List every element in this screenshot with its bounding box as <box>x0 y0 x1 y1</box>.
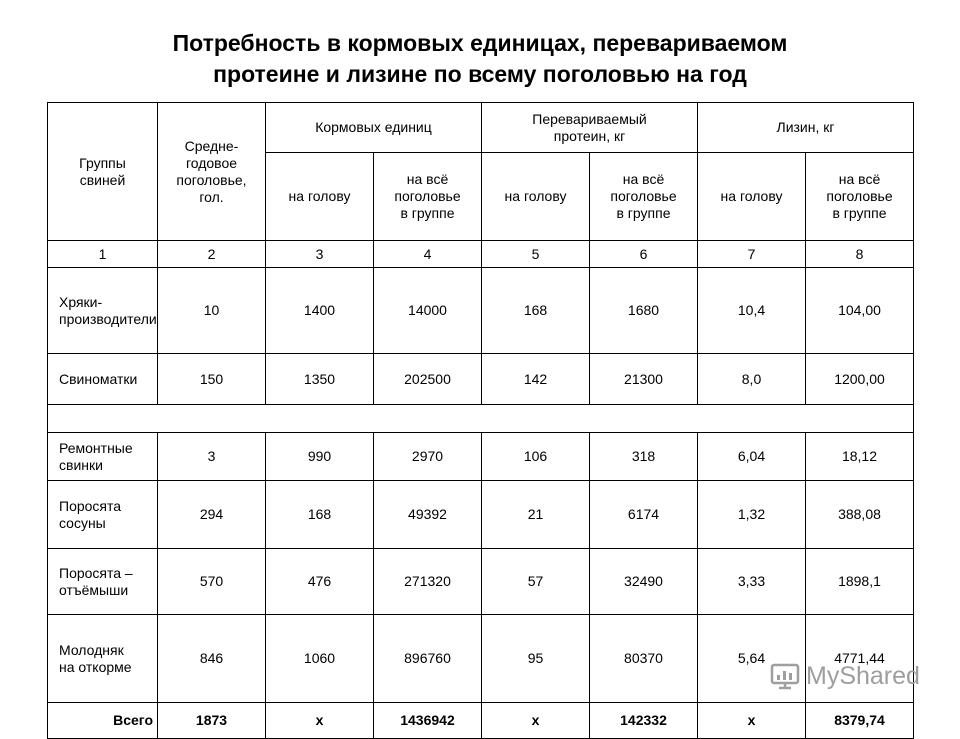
empty-row <box>48 405 914 433</box>
watermark-text: MyShared <box>806 661 920 690</box>
cell-lysine-per-head: 8,0 <box>698 354 806 405</box>
total-row <box>48 703 914 739</box>
header-lysine: Лизин, кг <box>698 103 914 153</box>
cell-lysine-per-head: 1,32 <box>698 481 806 549</box>
column-number: 2 <box>158 241 266 268</box>
title-line-2: протеине и лизине по всему поголовью на год <box>213 61 747 87</box>
title-line-1: Потребность в кормовых единицах, перевариваемом <box>172 30 788 56</box>
header-protein-per-group: на всё поголовье в группе <box>590 153 698 241</box>
empty-row-cell <box>48 405 914 433</box>
total-lysine: 8379,74 <box>806 703 914 739</box>
cell-feed-total: 271320 <box>374 549 482 615</box>
cell-lysine-total: 4771,44 <box>806 615 914 703</box>
cell-headcount: 570 <box>158 549 266 615</box>
column-number: 8 <box>806 241 914 268</box>
cell-protein-total: 32490 <box>590 549 698 615</box>
header-avg-headcount: Средне-годовое поголовье, гол. <box>158 103 266 241</box>
header-lysine-per-group: на всё поголовье в группе <box>806 153 914 241</box>
cell-protein-total: 1680 <box>590 268 698 354</box>
cell-lysine-total: 388,08 <box>806 481 914 549</box>
column-number: 6 <box>590 241 698 268</box>
cell-headcount: 294 <box>158 481 266 549</box>
cell-protein-total: 6174 <box>590 481 698 549</box>
cell-lysine-per-head: 3,33 <box>698 549 806 615</box>
table-row <box>48 354 914 405</box>
table-row <box>48 481 914 549</box>
total-lysine-per-head: х <box>698 703 806 739</box>
cell-feed-total: 2970 <box>374 433 482 481</box>
total-label: Всего <box>48 703 158 739</box>
row-group-name: Свиноматки <box>48 354 158 405</box>
cell-protein-total: 21300 <box>590 354 698 405</box>
cell-feed-total: 202500 <box>374 354 482 405</box>
cell-feed-per-head: 1060 <box>266 615 374 703</box>
cell-headcount: 846 <box>158 615 266 703</box>
header-feed-units: Кормовых единиц <box>266 103 482 153</box>
total-feed: 1436942 <box>374 703 482 739</box>
cell-headcount: 150 <box>158 354 266 405</box>
header-groups: Группы свиней <box>48 103 158 241</box>
row-group-name: Ремонтные свинки <box>48 433 158 481</box>
cell-headcount: 10 <box>158 268 266 354</box>
cell-feed-per-head: 1400 <box>266 268 374 354</box>
cell-protein-per-head: 168 <box>482 268 590 354</box>
column-number-row <box>48 241 914 268</box>
header-feed-per-group: на всё поголовье в группе <box>374 153 482 241</box>
cell-feed-total: 49392 <box>374 481 482 549</box>
cell-feed-total: 14000 <box>374 268 482 354</box>
column-number: 4 <box>374 241 482 268</box>
table-row <box>48 549 914 615</box>
row-group-name: Поросята сосуны <box>48 481 158 549</box>
presentation-screen-icon <box>770 661 800 691</box>
header-feed-per-head: на голову <box>266 153 374 241</box>
cell-protein-per-head: 106 <box>482 433 590 481</box>
cell-protein-per-head: 95 <box>482 615 590 703</box>
row-group-name: Поросята – отъёмыши <box>48 549 158 615</box>
cell-headcount: 3 <box>158 433 266 481</box>
header-protein-per-head: на голову <box>482 153 590 241</box>
cell-protein-total: 318 <box>590 433 698 481</box>
column-number: 5 <box>482 241 590 268</box>
table-row <box>48 268 914 354</box>
column-number: 1 <box>48 241 158 268</box>
cell-lysine-total: 1898,1 <box>806 549 914 615</box>
cell-protein-per-head: 21 <box>482 481 590 549</box>
total-headcount: 1873 <box>158 703 266 739</box>
column-number: 3 <box>266 241 374 268</box>
cell-feed-per-head: 168 <box>266 481 374 549</box>
cell-lysine-total: 18,12 <box>806 433 914 481</box>
cell-feed-per-head: 1350 <box>266 354 374 405</box>
cell-lysine-total: 104,00 <box>806 268 914 354</box>
table-row <box>48 433 914 481</box>
header-lysine-per-head: на голову <box>698 153 806 241</box>
header-row-1 <box>48 103 914 153</box>
total-protein: 142332 <box>590 703 698 739</box>
row-group-name: Хряки-производители <box>48 268 158 354</box>
cell-protein-per-head: 57 <box>482 549 590 615</box>
slide-title <box>0 28 960 90</box>
cell-protein-per-head: 142 <box>482 354 590 405</box>
total-protein-per-head: х <box>482 703 590 739</box>
cell-feed-per-head: 990 <box>266 433 374 481</box>
cell-lysine-per-head: 10,4 <box>698 268 806 354</box>
cell-lysine-per-head: 6,04 <box>698 433 806 481</box>
feed-requirements-table <box>47 102 914 739</box>
header-protein: Перевариваемый протеин, кг <box>482 103 698 153</box>
cell-protein-total: 80370 <box>590 615 698 703</box>
cell-lysine-per-head: 5,64 <box>698 615 806 703</box>
cell-feed-per-head: 476 <box>266 549 374 615</box>
cell-lysine-total: 1200,00 <box>806 354 914 405</box>
cell-feed-total: 896760 <box>374 615 482 703</box>
total-feed-per-head: х <box>266 703 374 739</box>
row-group-name: Молодняк на откорме <box>48 615 158 703</box>
myshared-watermark <box>770 656 920 696</box>
column-number: 7 <box>698 241 806 268</box>
